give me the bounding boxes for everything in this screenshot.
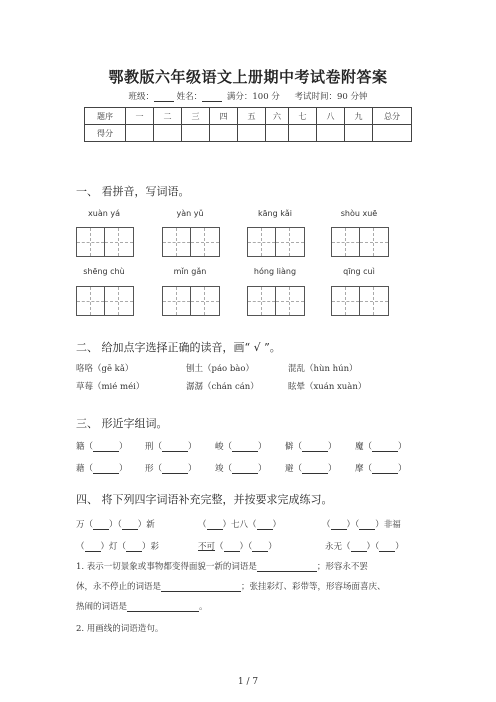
- writing-grid[interactable]: [247, 227, 305, 257]
- answer-blank[interactable]: [359, 520, 375, 530]
- char-label: 藉: [76, 464, 85, 474]
- answer-blank[interactable]: [302, 442, 328, 452]
- answer-blank[interactable]: [252, 542, 268, 552]
- header-cell: 五: [238, 108, 266, 125]
- answer-blank[interactable]: [93, 464, 119, 474]
- pronunciation-item[interactable]: 潺潺（chán cán）: [186, 382, 259, 392]
- idiom-item: [325, 540, 404, 552]
- answer-blank[interactable]: [257, 520, 273, 530]
- score-row-label: 得分: [85, 125, 126, 142]
- answer-blank[interactable]: [257, 562, 317, 572]
- answer-blank[interactable]: [232, 442, 258, 452]
- idiom-text: （: [76, 542, 85, 552]
- name-label: 姓名：: [176, 92, 203, 102]
- question-text: ；形容永不罢: [316, 562, 368, 572]
- writing-grid[interactable]: [76, 227, 134, 257]
- pronunciation-item[interactable]: 草莓（mié méi）: [76, 382, 145, 392]
- char-item: 形（ ）: [145, 464, 197, 474]
- pinyin-label: shēng chù: [83, 267, 125, 276]
- pinyin-label: yàn yǔ: [176, 209, 204, 218]
- char-label: 魔: [355, 442, 364, 452]
- pinyin-label: hóng liàng: [253, 267, 297, 276]
- score-cell[interactable]: [210, 125, 238, 142]
- section2-heading: 二、 给加点字选择正确的读音，画“ √ ”。: [76, 341, 281, 354]
- char-item: 峻（ ）: [215, 442, 267, 452]
- idiom-text: ）灯（: [100, 542, 127, 552]
- writing-grid[interactable]: [76, 286, 134, 316]
- idiom-text: ）（: [346, 520, 360, 530]
- char-item: 藉（ ）: [76, 464, 128, 474]
- underlined-word: 不可: [198, 542, 216, 552]
- char-item: 籍（ ）: [76, 442, 128, 452]
- question-text: 休，永不停止的词语是: [76, 582, 162, 592]
- answer-blank[interactable]: [127, 602, 199, 612]
- idiom-text: ）彩: [142, 542, 160, 552]
- exam-time: 考试时间：90 分钟: [294, 92, 368, 102]
- pinyin-label: mǐn gǎn: [173, 267, 207, 276]
- page-title: 鄂教版六年级语文上册期中考试卷附答案: [108, 68, 388, 86]
- question-2: 2. 用画线的词语造句。: [76, 624, 164, 634]
- pinyin-label: shòu xuē: [340, 209, 378, 218]
- score-header-row: [85, 108, 412, 125]
- char-item: 避（ ）: [285, 464, 337, 474]
- answer-blank[interactable]: [161, 582, 241, 592]
- pinyin-label: kāng kǎi: [258, 209, 292, 218]
- idiom-item: [76, 518, 155, 530]
- char-label: 摩: [355, 464, 364, 474]
- answer-blank[interactable]: [162, 464, 188, 474]
- idiom-item: [198, 518, 281, 530]
- score-cell[interactable]: [317, 125, 345, 142]
- writing-grid[interactable]: [162, 286, 220, 316]
- header-cell: 七: [289, 108, 317, 125]
- char-item: 摩（ ）: [355, 464, 407, 474]
- score-cell[interactable]: [373, 125, 412, 142]
- idiom-text: ）（: [109, 520, 122, 530]
- idiom-text: ）: [268, 542, 277, 552]
- score-cell[interactable]: [154, 125, 182, 142]
- char-item: 竣（ ）: [215, 464, 267, 474]
- header-cell: 二: [154, 108, 182, 125]
- score-table: [84, 107, 412, 142]
- class-label: 班级：: [128, 92, 154, 102]
- question-text: 。: [199, 602, 208, 612]
- pinyin-label: qīng cuì: [343, 267, 375, 276]
- char-label: 峻: [215, 442, 224, 452]
- class-blank[interactable]: [154, 92, 174, 102]
- answer-blank[interactable]: [126, 542, 142, 552]
- exam-info: [0, 90, 496, 102]
- idiom-text: 永无（: [325, 542, 351, 552]
- score-cell[interactable]: [182, 125, 210, 142]
- char-item: 僻（ ）: [285, 442, 337, 452]
- idiom-item: [322, 518, 401, 530]
- idiom-item: [76, 540, 159, 552]
- char-item: 刑（ ）: [145, 442, 197, 452]
- idiom-text: ）（: [366, 542, 380, 552]
- header-cell: 题序: [85, 108, 126, 125]
- section4-heading: 四、 将下列四字词语补充完整，并按要求完成练习。: [76, 493, 333, 506]
- idiom-text: （: [322, 520, 331, 530]
- answer-blank[interactable]: [122, 520, 138, 530]
- idiom-text: ）七八（: [222, 520, 257, 530]
- char-label: 刑: [145, 442, 154, 452]
- char-label: 形: [145, 464, 154, 474]
- answer-blank[interactable]: [351, 542, 367, 552]
- idiom-text: （: [215, 542, 224, 552]
- section3-heading: 三、 形近字组词。: [76, 417, 168, 430]
- header-cell: 六: [266, 108, 289, 125]
- question-1-line3: [76, 600, 208, 612]
- writing-grid[interactable]: [331, 227, 389, 257]
- char-label: 僻: [285, 442, 294, 452]
- question-text: ；张挂彩灯、彩带等，形容场面喜庆、: [241, 582, 386, 592]
- pronunciation-item[interactable]: 混乱（hùn hún）: [288, 364, 358, 374]
- answer-blank[interactable]: [162, 442, 188, 452]
- idiom-text: （: [198, 520, 207, 530]
- answer-blank[interactable]: [207, 520, 223, 530]
- answer-blank[interactable]: [85, 542, 101, 552]
- pinyin-label: xuàn yá: [88, 209, 120, 218]
- question-1-line2: [76, 580, 386, 592]
- writing-grid[interactable]: [247, 286, 305, 316]
- section1-heading: 一、 看拼音，写词语。: [76, 185, 190, 198]
- score-cell[interactable]: [238, 125, 266, 142]
- answer-blank[interactable]: [232, 464, 258, 474]
- char-label: 避: [285, 464, 294, 474]
- pronunciation-item[interactable]: 眩晕（xuán xuàn）: [288, 382, 367, 392]
- question-1-line1: [76, 560, 368, 572]
- idiom-text: ）: [395, 542, 404, 552]
- char-label: 籍: [76, 442, 85, 452]
- char-label: 竣: [215, 464, 224, 474]
- idiom-text: ）新: [137, 520, 155, 530]
- score-cell[interactable]: [289, 125, 317, 142]
- score-cell[interactable]: [266, 125, 289, 142]
- answer-blank[interactable]: [372, 464, 398, 474]
- page-number: 1 / 7: [237, 677, 259, 687]
- name-blank[interactable]: [202, 92, 222, 102]
- writing-grid[interactable]: [331, 286, 389, 316]
- score-cell[interactable]: [345, 125, 373, 142]
- header-cell: 八: [317, 108, 345, 125]
- writing-grid[interactable]: [162, 227, 220, 257]
- answer-blank[interactable]: [224, 542, 240, 552]
- answer-blank[interactable]: [379, 542, 395, 552]
- idiom-text: ）非福: [375, 520, 401, 530]
- header-cell: 三: [182, 108, 210, 125]
- idiom-item: [198, 540, 277, 552]
- char-item: 魔（ ）: [355, 442, 407, 452]
- answer-blank[interactable]: [93, 442, 119, 452]
- pronunciation-item[interactable]: 咯咯（gē kǎ）: [76, 364, 134, 374]
- full-score: 满分：100 分: [226, 92, 280, 102]
- idiom-text: ）（: [239, 542, 253, 552]
- header-cell: 九: [345, 108, 373, 125]
- header-cell: 四: [210, 108, 238, 125]
- answer-blank[interactable]: [372, 442, 398, 452]
- idiom-text: 万（: [76, 520, 94, 530]
- header-cell: 总分: [373, 108, 412, 125]
- pronunciation-item[interactable]: 刨土（páo bào）: [186, 364, 254, 374]
- header-cell: 一: [126, 108, 154, 125]
- score-cell[interactable]: [126, 125, 154, 142]
- idiom-text: ）: [272, 520, 282, 530]
- answer-blank[interactable]: [302, 464, 328, 474]
- question-text: 热闹的词语是: [76, 602, 128, 612]
- score-row: [85, 125, 412, 142]
- answer-blank[interactable]: [331, 520, 347, 530]
- question-text: 1. 表示一切景象或事物都变得面貌一新的词语是: [76, 562, 257, 572]
- answer-blank[interactable]: [93, 520, 109, 530]
